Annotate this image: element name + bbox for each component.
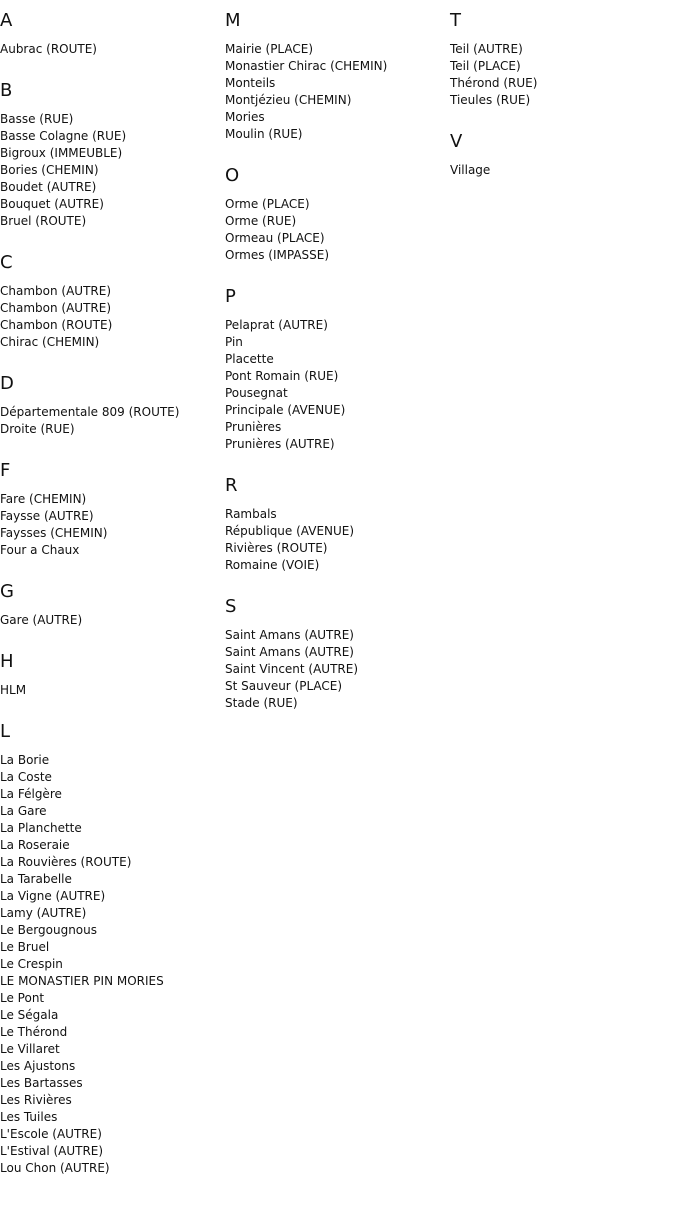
street-item[interactable]: La Borie (0, 753, 50, 767)
letter-heading: G (0, 581, 14, 602)
street-item[interactable]: Boudet (AUTRE) (0, 180, 97, 194)
street-item[interactable]: Chirac (CHEMIN) (0, 335, 100, 349)
street-list (0, 491, 220, 559)
street-list (225, 506, 445, 574)
street-item[interactable]: Village (450, 163, 491, 177)
letter-heading: O (225, 165, 240, 186)
letter-group (450, 131, 670, 179)
street-item[interactable]: Ormeau (PLACE) (225, 231, 325, 245)
street-item[interactable]: Tieules (RUE) (450, 93, 531, 107)
street-list (0, 111, 220, 230)
street-list (0, 752, 220, 1177)
street-item[interactable]: Le Ségala (0, 1008, 59, 1022)
street-item[interactable]: Le Pont (0, 991, 45, 1005)
letter-group (450, 10, 670, 109)
letter-heading: S (225, 596, 237, 617)
letter-group (0, 373, 220, 438)
street-item[interactable]: Chambon (ROUTE) (0, 318, 113, 332)
street-item[interactable]: Saint Vincent (AUTRE) (225, 662, 359, 676)
letter-group (0, 252, 220, 351)
street-item[interactable]: Le Bergougnous (0, 923, 97, 937)
letter-group (0, 80, 220, 230)
street-item[interactable]: Rivières (ROUTE) (225, 541, 328, 555)
street-list (225, 196, 445, 264)
street-item[interactable]: L'Escole (AUTRE) (0, 1127, 102, 1141)
street-item[interactable]: Teil (PLACE) (450, 59, 521, 73)
letter-group (225, 286, 445, 453)
street-item[interactable]: Faysses (CHEMIN) (0, 526, 108, 540)
index-column-1 (0, 10, 220, 1199)
street-item[interactable]: Les Ajustons (0, 1059, 76, 1073)
street-item[interactable]: Lamy (AUTRE) (0, 906, 87, 920)
street-item[interactable]: Pont Romain (RUE) (225, 369, 339, 383)
street-item[interactable]: Faysse (AUTRE) (0, 509, 94, 523)
street-item[interactable]: Four a Chaux (0, 543, 80, 557)
letter-heading: V (450, 131, 463, 152)
street-item[interactable]: La Gare (0, 804, 47, 818)
street-item[interactable]: HLM (0, 683, 27, 697)
letter-heading: P (225, 286, 236, 307)
street-item[interactable]: Pousegnat (225, 386, 288, 400)
street-list (0, 41, 220, 58)
index-column-2 (225, 10, 445, 734)
letter-heading: T (450, 10, 461, 31)
street-item[interactable]: Fare (CHEMIN) (0, 492, 87, 506)
street-list (225, 627, 445, 712)
letter-heading: H (0, 651, 14, 672)
letter-group (225, 10, 445, 143)
street-item[interactable]: St Sauveur (PLACE) (225, 679, 343, 693)
street-index (0, 10, 675, 1210)
street-item[interactable]: Le Bruel (0, 940, 50, 954)
street-item[interactable]: Le Villaret (0, 1042, 60, 1056)
street-item[interactable]: Bruel (ROUTE) (0, 214, 87, 228)
street-item[interactable]: République (AVENUE) (225, 524, 355, 538)
letter-group (0, 581, 220, 629)
street-item[interactable]: L'Estival (AUTRE) (0, 1144, 104, 1158)
letter-heading: L (0, 721, 11, 742)
street-item[interactable]: Le Thérond (0, 1025, 68, 1039)
street-item[interactable]: Thérond (RUE) (450, 76, 538, 90)
street-item[interactable]: Monastier Chirac (CHEMIN) (225, 59, 388, 73)
street-list (0, 612, 220, 629)
street-list (0, 404, 220, 438)
letter-group (225, 165, 445, 264)
letter-heading: F (0, 460, 11, 481)
street-item[interactable]: La Roseraie (0, 838, 70, 852)
street-item[interactable]: Chambon (AUTRE) (0, 301, 112, 315)
street-item[interactable]: La Tarabelle (0, 872, 72, 886)
street-item[interactable]: Lou Chon (AUTRE) (0, 1161, 110, 1175)
street-item[interactable]: Basse Colagne (RUE) (0, 129, 127, 143)
street-item[interactable]: Bories (CHEMIN) (0, 163, 99, 177)
street-list (450, 41, 670, 109)
street-list (225, 317, 445, 453)
letter-group (225, 596, 445, 712)
street-item[interactable]: Principale (AVENUE) (225, 403, 346, 417)
street-item[interactable]: Orme (RUE) (225, 214, 297, 228)
letter-group (225, 475, 445, 574)
street-item[interactable]: Saint Amans (AUTRE) (225, 628, 354, 642)
street-item[interactable]: Gare (AUTRE) (0, 613, 83, 627)
street-item[interactable]: La Planchette (0, 821, 82, 835)
letter-group (0, 10, 220, 58)
street-item[interactable]: Bouquet (AUTRE) (0, 197, 104, 211)
street-item[interactable]: Teil (AUTRE) (450, 42, 523, 56)
street-item[interactable]: La Vigne (AUTRE) (0, 889, 106, 903)
street-item[interactable]: Pelaprat (AUTRE) (225, 318, 328, 332)
street-item[interactable]: Saint Amans (AUTRE) (225, 645, 354, 659)
street-item[interactable]: Montjézieu (CHEMIN) (225, 93, 352, 107)
street-item[interactable]: Les Tuiles (0, 1110, 58, 1124)
street-list (450, 162, 670, 179)
street-item[interactable]: Moulin (RUE) (225, 127, 303, 141)
street-item[interactable]: Placette (225, 352, 274, 366)
street-item[interactable]: Stade (RUE) (225, 696, 298, 710)
letter-group (0, 721, 220, 1177)
street-item[interactable]: Pin (225, 335, 243, 349)
street-item[interactable]: Les Bartasses (0, 1076, 83, 1090)
street-item[interactable]: Départementale 809 (ROUTE) (0, 405, 180, 419)
index-column-3 (450, 10, 670, 201)
street-list (0, 283, 220, 351)
letter-heading: M (225, 10, 241, 31)
letter-group (0, 651, 220, 699)
letter-group (0, 460, 220, 559)
letter-heading: C (0, 252, 13, 273)
letter-heading: R (225, 475, 238, 496)
street-item[interactable]: Romaine (VOIE) (225, 558, 320, 572)
letter-heading: D (0, 373, 14, 394)
street-item[interactable]: Mories (225, 110, 265, 124)
street-item[interactable]: Chambon (AUTRE) (0, 284, 112, 298)
street-list (0, 682, 220, 699)
letter-heading: A (0, 10, 13, 31)
street-item[interactable]: Orme (PLACE) (225, 197, 310, 211)
street-item[interactable]: Basse (RUE) (0, 112, 74, 126)
street-item[interactable]: Aubrac (ROUTE) (0, 42, 97, 56)
street-item[interactable]: LE MONASTIER PIN MORIES (0, 974, 164, 988)
street-item[interactable]: Mairie (PLACE) (225, 42, 314, 56)
street-item[interactable]: Droite (RUE) (0, 422, 75, 436)
street-item[interactable]: Bigroux (IMMEUBLE) (0, 146, 123, 160)
street-item[interactable]: La Félgère (0, 787, 62, 801)
street-item[interactable]: Prunières (225, 420, 282, 434)
street-item[interactable]: Ormes (IMPASSE) (225, 248, 330, 262)
street-item[interactable]: La Rouvières (ROUTE) (0, 855, 132, 869)
street-item[interactable]: Monteils (225, 76, 276, 90)
street-item[interactable]: La Coste (0, 770, 52, 784)
street-item[interactable]: Le Crespin (0, 957, 63, 971)
street-item[interactable]: Rambals (225, 507, 277, 521)
street-item[interactable]: Les Rivières (0, 1093, 72, 1107)
letter-heading: B (0, 80, 13, 101)
street-list (225, 41, 445, 143)
street-item[interactable]: Prunières (AUTRE) (225, 437, 335, 451)
